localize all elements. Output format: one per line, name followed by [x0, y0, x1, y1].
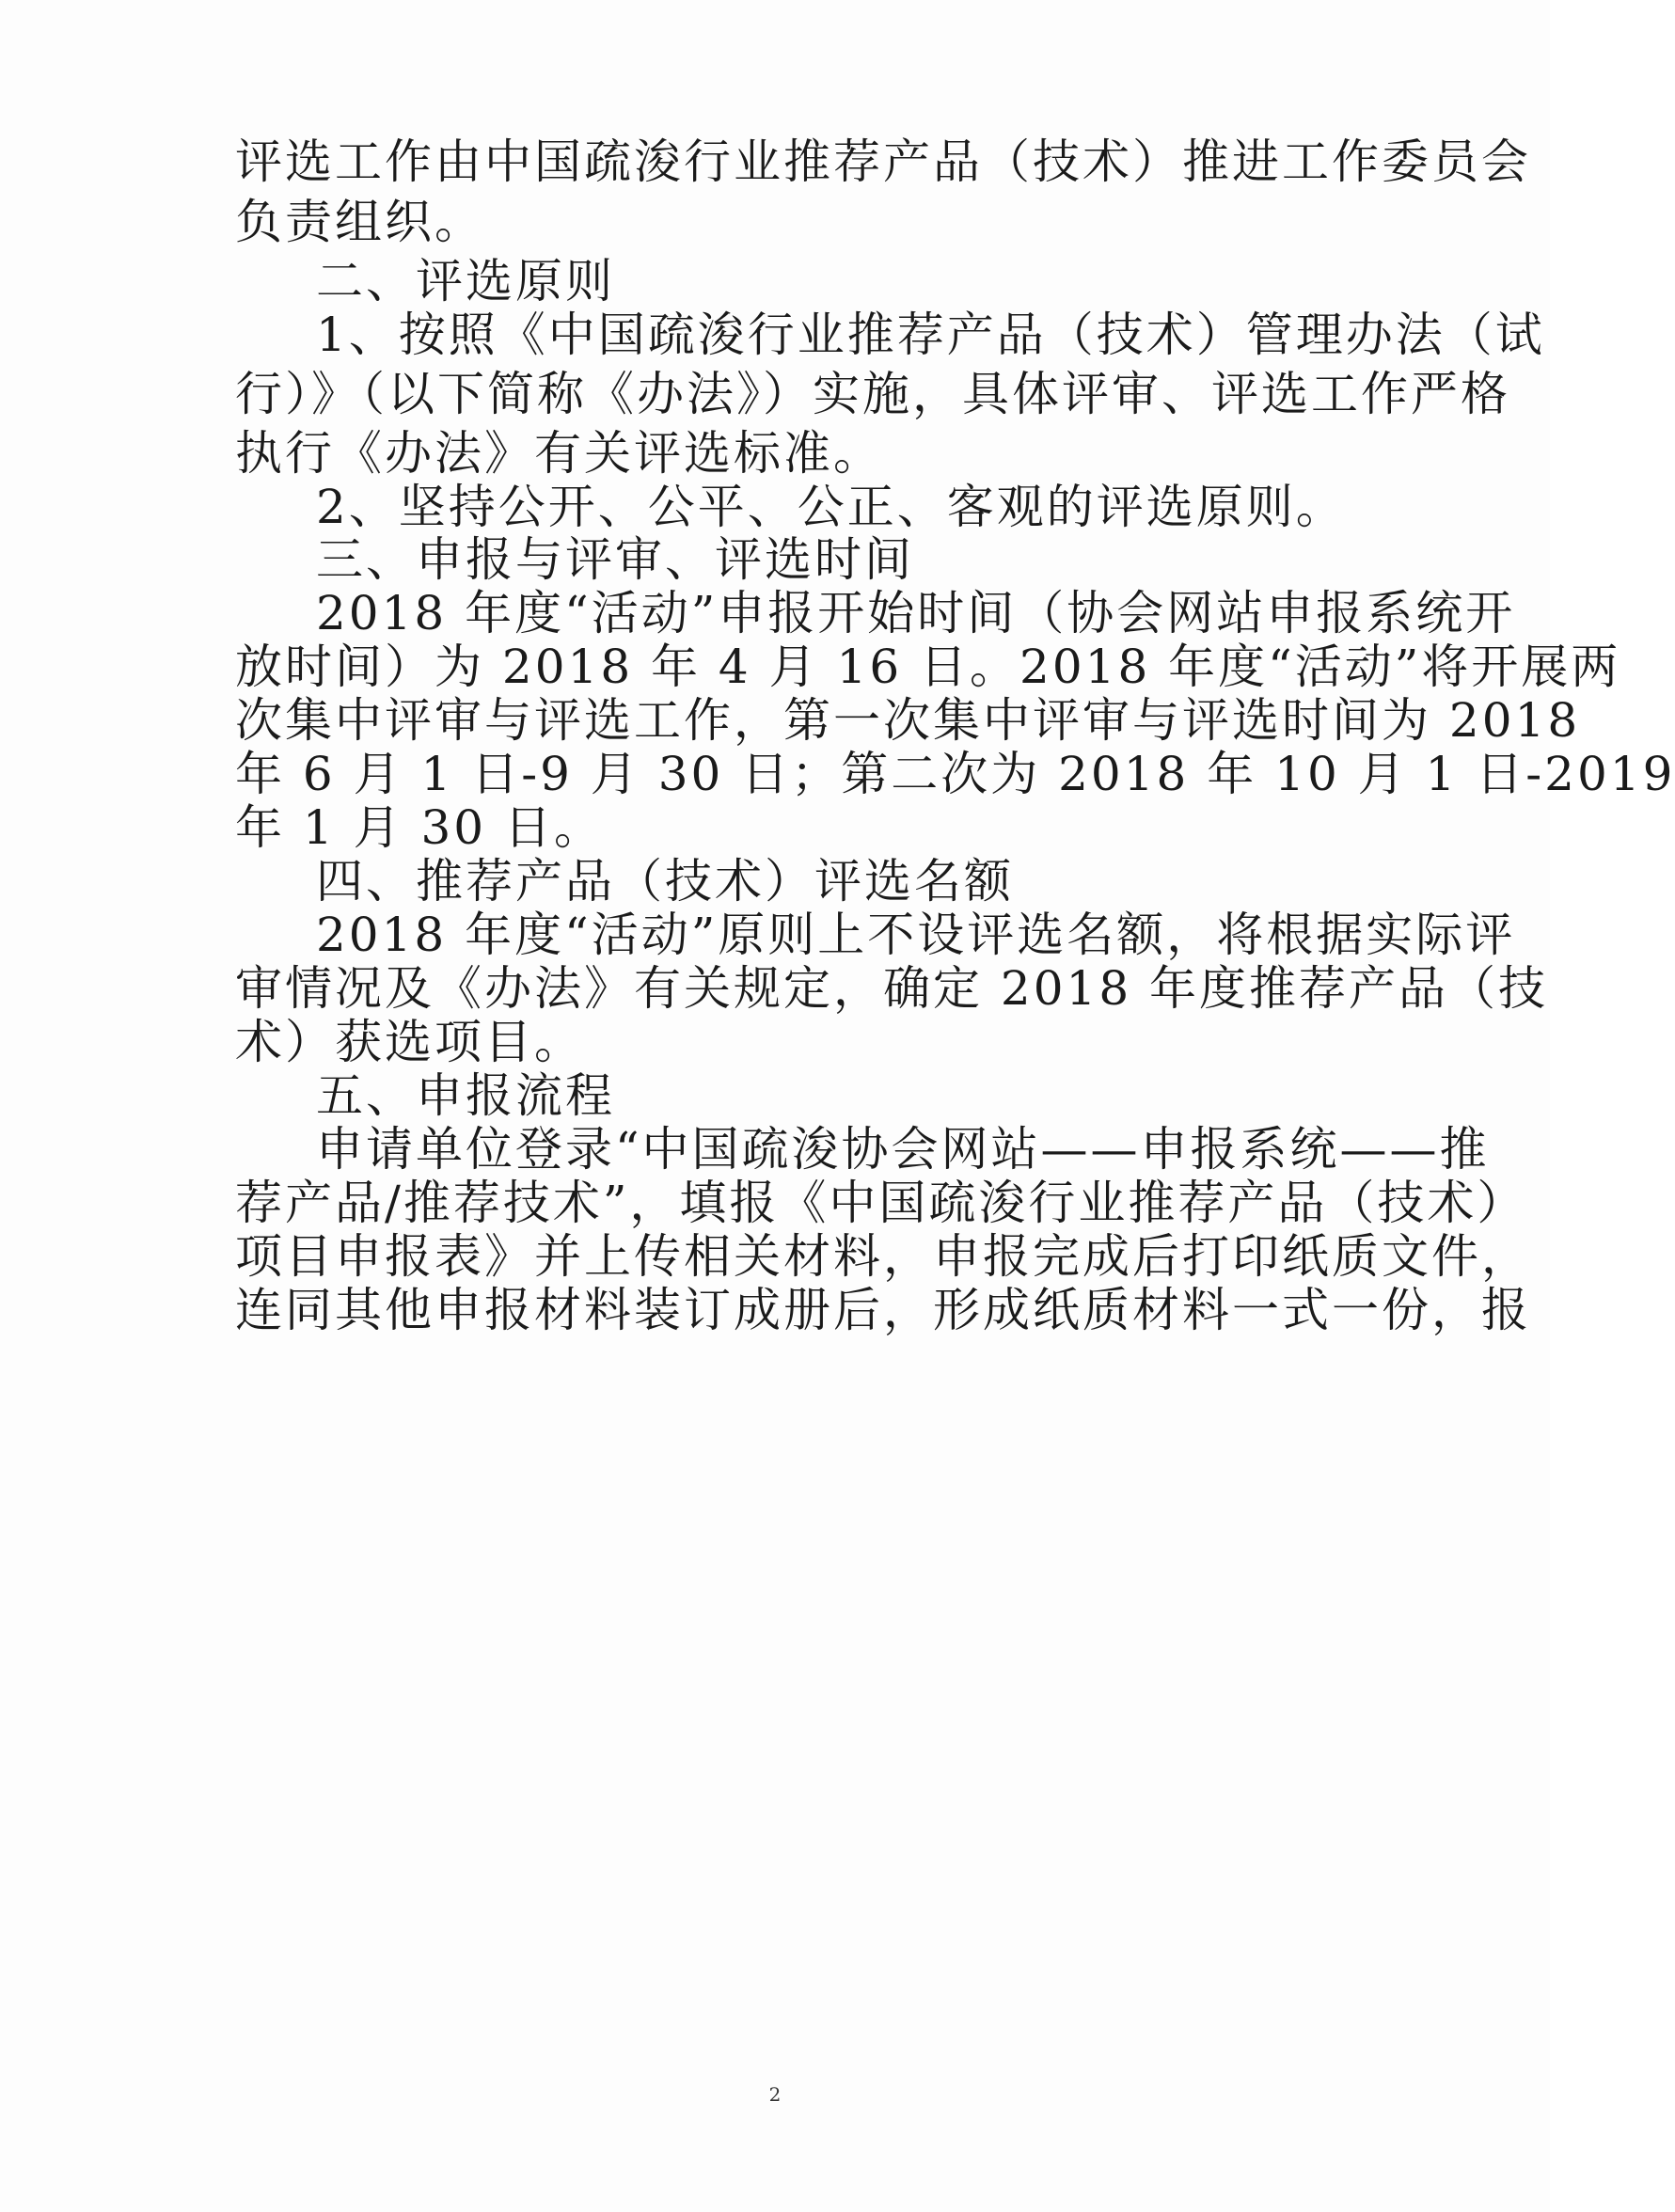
- text-line: 审情况及《办法》有关规定，确定 2018 年度推荐产品（技: [235, 961, 1549, 1016]
- text-line: 评选工作由中国疏浚行业推荐产品（技术）推进工作委员会: [235, 134, 1531, 189]
- text-line: 年 6 月 1 日-9 月 30 日；第二次为 2018 年 10 月 1 日-2019: [235, 747, 1675, 801]
- section-heading: 四、推荐产品（技术）评选名额: [316, 854, 1014, 908]
- text-line: 申请单位登录“中国疏浚协会网站——申报系统——推: [316, 1122, 1490, 1177]
- text-line: 术）获选项目。: [235, 1015, 584, 1069]
- text-line: 项目申报表》并上传相关材料，申报完成后打印纸质文件，: [235, 1229, 1531, 1284]
- text-line: 次集中评审与评选工作，第一次集中评审与评选时间为 2018: [235, 693, 1581, 748]
- text-line: 2、坚持公开、公平、公正、客观的评选原则。: [316, 480, 1346, 534]
- text-line: 负责组织。: [235, 195, 484, 249]
- section-heading: 二、评选原则: [316, 254, 615, 308]
- text-line: 2018 年度“活动”申报开始时间（协会网站申报系统开: [316, 586, 1516, 640]
- text-line: 执行《办法》有关评选标准。: [235, 426, 883, 481]
- text-line: 连同其他申报材料装订成册后，形成纸质材料一式一份，报: [235, 1283, 1531, 1337]
- text-line: 年 1 月 30 日。: [235, 800, 605, 855]
- page-number: 2: [768, 2083, 782, 2106]
- section-heading: 三、申报与评审、评选时间: [316, 532, 914, 587]
- text-line: 行）》（以下简称《办法》）实施，具体评审、评选工作严格: [235, 367, 1510, 421]
- section-heading: 五、申报流程: [316, 1068, 615, 1123]
- text-line: 2018 年度“活动”原则上不设评选名额，将根据实际评: [316, 908, 1516, 962]
- text-line: 荐产品/推荐技术”，填报《中国疏浚行业推荐产品（技术）: [235, 1176, 1527, 1230]
- text-line: 放时间）为 2018 年 4 月 16 日。2018 年度“活动”将开展两: [235, 640, 1621, 694]
- text-line: 1、按照《中国疏浚行业推荐产品（技术）管理办法（试: [316, 308, 1545, 362]
